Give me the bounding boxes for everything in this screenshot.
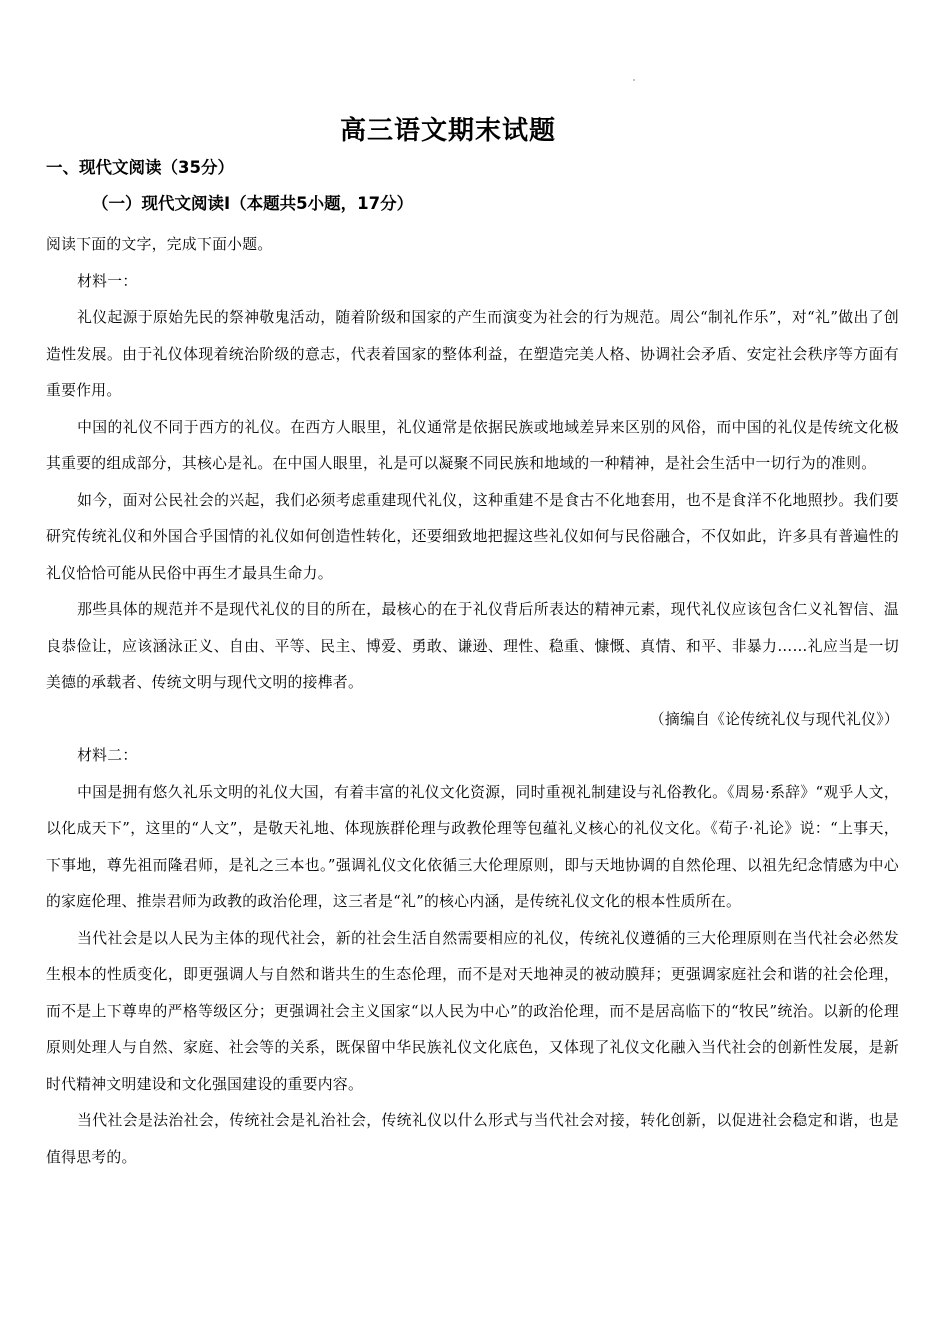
material2-paragraph-3: 当代社会是法治社会，传统社会是礼治社会，传统礼仪以什么形式与当代社会对接，转化创新，以促进社会稳定和谐，也是值得思考的。 — [46, 1112, 899, 1166]
material2-label: 材料二： — [77, 747, 138, 764]
reading-passage — [46, 227, 899, 1176]
material1-paragraph-4: 那些具体的规范并不是现代礼仪的目的所在，最核心的在于礼仪背后所表达的精神元素，现代礼仪应该包含仁义礼智信、温良恭俭让，应该涵泳正义、自由、平等、民主、博爱、勇敢、谦逊、理性、稳重、慷慨、真情、和平、非暴力……礼应当是一切美德的承载者、传统文明与现代文明的接榫者。 — [46, 601, 899, 691]
section-heading: 一、现代文阅读（35分） — [46, 158, 234, 177]
material1-paragraph-1: 礼仪起源于原始先民的祭神敬鬼活动，随着阶级和国家的产生而演变为社会的行为规范。周公“制礼作乐”，对“礼”做出了创造性发展。由于礼仪体现着统治阶级的意志，代表着国家的整体利益，在塑造完美人格、协调社会矛盾、安定社会秩序等方面有重要作用。 — [46, 309, 899, 399]
speck-mark — [633, 79, 635, 81]
subsection-heading: （一）现代文阅读Ⅰ（本题共5小题，17分） — [92, 194, 414, 213]
page-title: 高三语文期末试题 — [339, 116, 556, 146]
material1-source: （摘编自《论传统礼仪与现代礼仪》） — [649, 710, 899, 728]
material2-paragraph-2: 当代社会是以人民为主体的现代社会，新的社会生活自然需要相应的礼仪，传统礼仪遵循的三大伦理原则在当代社会必然发生根本的性质变化，即更强调人与自然和谐共生的生态伦理，而不是对天地神灵的被动膜拜；更强调家庭社会和谐的社会伦理，而不是上下尊卑的严格等级区分；更强调社会主义国家“以人民为中心”的政治伦理，而不是居高临下的“牧民”统治。以新的伦理原则处理人与自然、家庭、社会等的关系，既保留中华民族礼仪文化底色，又体现了礼仪文化融入当代社会的创新性发展，是新时代精神文明建设和文化强国建设的重要内容。 — [46, 929, 899, 1093]
instruction-text: 阅读下面的文字，完成下面小题。 — [46, 236, 273, 253]
material2-paragraph-1: 中国是拥有悠久礼乐文明的礼仪大国，有着丰富的礼仪文化资源，同时重视礼制建设与礼俗教化。《周易·系辞》“观乎人文，以化成天下”，这里的“人文”，是敬天礼地、体现族群伦理与政教伦理等包蕴礼义核心的礼仪文化。《荀子·礼论》说：“上事天，下事地，尊先祖而隆君师，是礼之三本也。”强调礼仪文化依循三大伦理原则，即与天地协调的自然伦理、以祖先纪念情感为中心的家庭伦理、推崇君师为政教的政治伦理，这三者是“礼”的核心内涵，是传统礼仪文化的根本性质所在。 — [46, 783, 899, 910]
material1-paragraph-3: 如今，面对公民社会的兴起，我们必须考虑重建现代礼仪，这种重建不是食古不化地套用，也不是食洋不化地照抄。我们要研究传统礼仪和外国合乎国情的礼仪如何创造性转化，还要细致地把握这些礼仪如何与民俗融合，不仅如此，许多具有普遍性的礼仪恰恰可能从民俗中再生才最具生命力。 — [46, 491, 899, 582]
material1-label: 材料一： — [77, 272, 138, 290]
material1-paragraph-2: 中国的礼仪不同于西方的礼仪。在西方人眼里，礼仪通常是依据民族或地域差异来区别的风俗，而中国的礼仪是传统文化极其重要的组成部分，其核心是礼。在中国人眼里，礼是可以凝聚不同民族和地域的一种精神，是社会生活中一切行为的准则。 — [46, 418, 899, 472]
